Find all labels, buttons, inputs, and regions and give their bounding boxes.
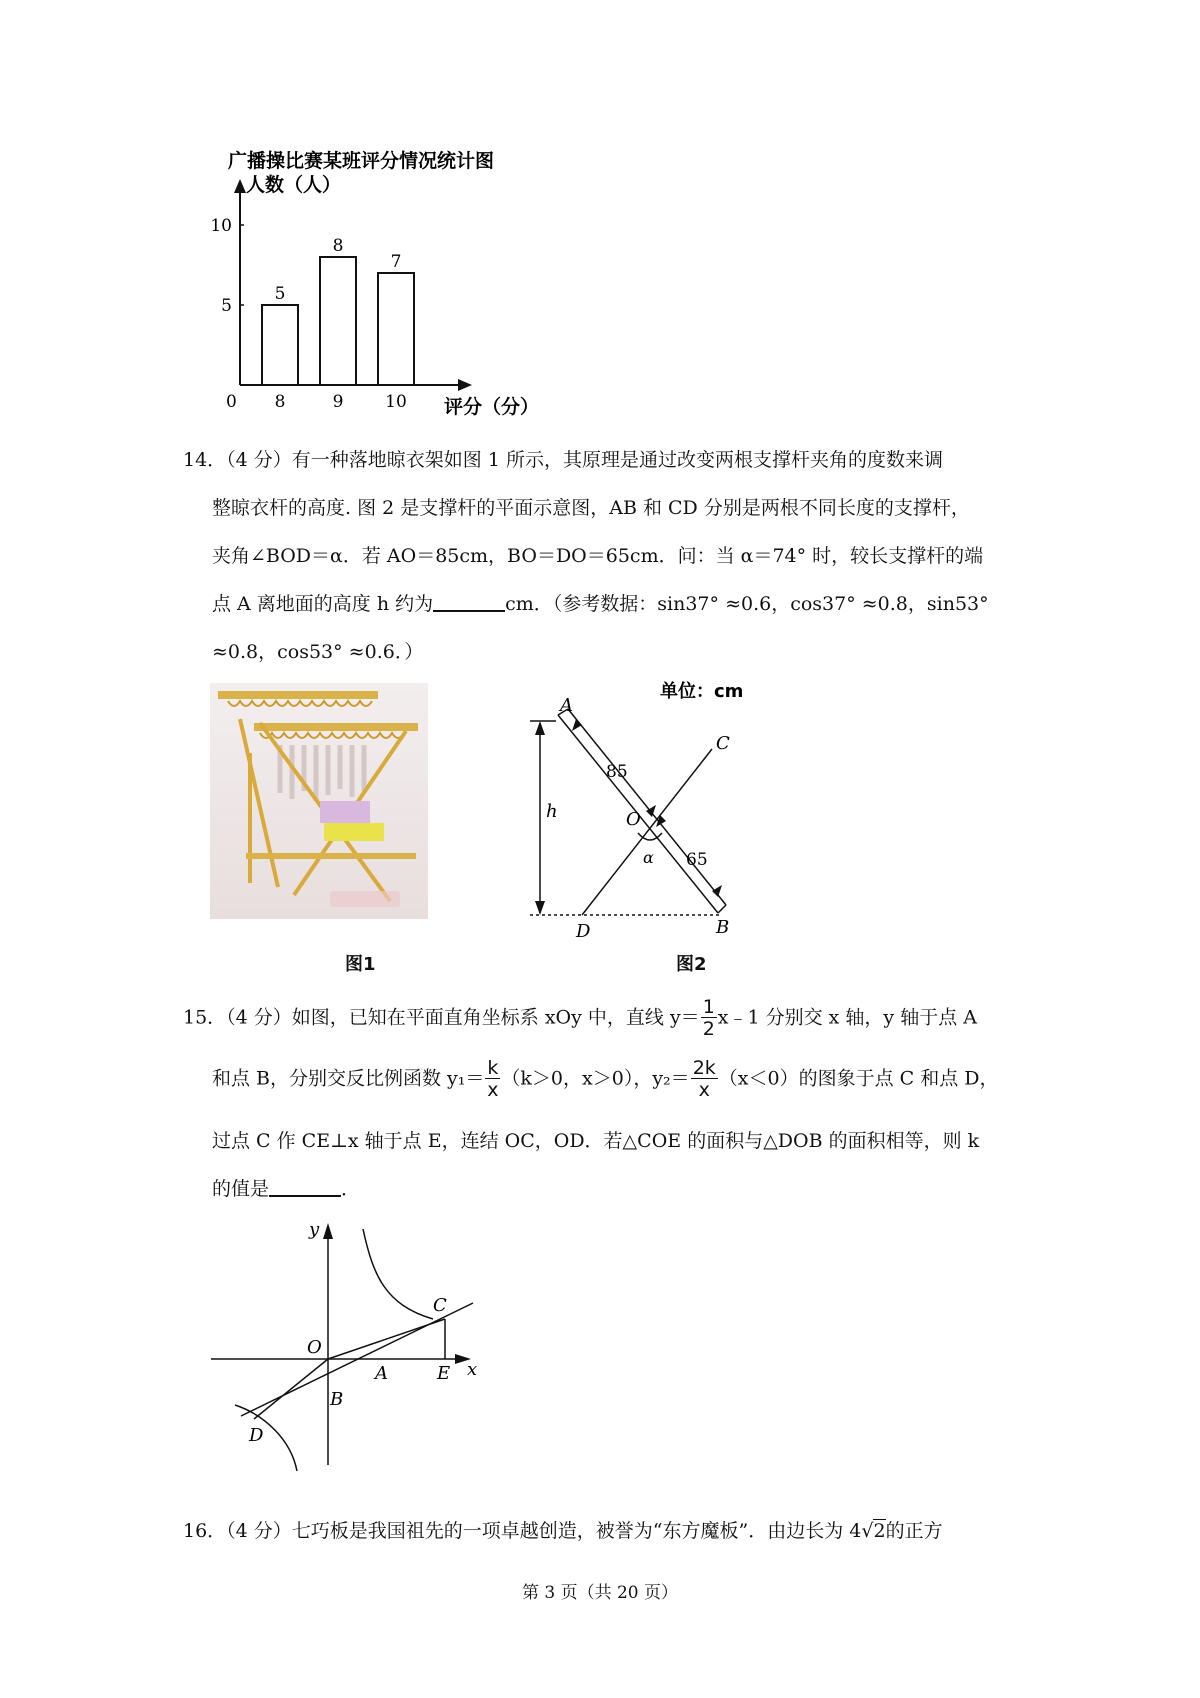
q14-line-4-start: 点 A 离地面的高度 h 约为 [212,593,434,615]
label-a: A [560,695,573,716]
bar-chart [190,145,540,425]
y-axis-arrow [323,1223,333,1239]
q15-line-2-mid: （k＞0，x＞0），y₂＝ [501,1067,690,1090]
segment-od [254,1359,328,1419]
fraction-denominator: x [698,1079,710,1101]
q15-line-1-end: x﹣1 分别交 x 轴，y 轴于点 A [717,1006,977,1029]
data-label-10: 7 [390,252,402,272]
y-axis-arrow [234,179,246,193]
label-d: D [576,921,591,942]
x-axis-label: 评分（分） [444,396,540,418]
label-c: C [716,733,730,754]
fraction-denominator: 2 [702,1018,715,1040]
label-alpha: α [643,848,654,867]
segment-oc [328,1319,445,1359]
x-tick-9: 9 [332,392,344,412]
q14-line-1: 14．（4 分）有一种落地晾衣架如图 1 所示，其原理是通过改变两根支撑杆夹角的度数来调 [183,449,943,471]
x-ticks [275,392,407,412]
q16-line-1 [183,1516,943,1543]
label-o: O [307,1337,322,1358]
q15-line-1-start: 15．（4 分）如图，已知在平面直角坐标系 xOy 中，直线 y＝ [183,1006,700,1029]
q15-answer-blank[interactable] [269,1175,341,1197]
bar-10 [378,273,414,385]
fraction-k-over-x [485,1059,500,1100]
fraction-numerator: 1 [702,996,715,1018]
fraction-numerator: k [487,1057,499,1079]
y-axis-label: 人数（人） [246,174,342,196]
fraction-one-half [701,998,717,1039]
label-65: 65 [686,850,708,870]
q15-coordinate-figure [205,1215,495,1475]
q16-line-1-end: 的正方 [885,1520,943,1542]
fraction-2k-over-x [691,1059,718,1100]
q14-line-5: ≈0.8，cos53° ≈0.6．） [212,641,424,663]
arrow-65-bottom [712,885,722,897]
bars [262,236,414,385]
q15-line-4-end: ． [341,1178,361,1200]
label-d: D [249,1425,264,1446]
fraction-denominator: x [487,1079,499,1101]
page-footer: 第 3 页（共 20 页） [521,1583,679,1603]
figure-1-caption: 图1 [345,954,376,975]
rod-ab-cap-b [718,905,726,913]
sqrt-symbol: √ [861,1520,874,1542]
q16-line-1-start: 16．（4 分）七巧板是我国祖先的一项卓越创造，被誉为“东方魔板”．由边长为 4 [183,1520,862,1542]
label-x: x [467,1359,478,1380]
q15-line-3: 过点 C 作 CE⊥x 轴于点 E，连结 OC，OD．若△COE 的面积与△DOB 的面积相等，则 k [212,1130,980,1152]
rod-cd [582,749,712,915]
label-h: h [546,801,558,822]
drying-rack-illustration [210,683,428,919]
y-tick-10: 10 [210,216,232,236]
fraction-numerator: 2k [692,1057,716,1079]
label-b: B [716,917,730,938]
x-axis-arrow [458,379,472,391]
q15-line-2-end: （x＜0）的图象于点 C 和点 D， [718,1067,999,1090]
sqrt-radicand: 2 [873,1520,886,1542]
data-label-9: 8 [332,236,344,256]
figure-2-diagram [520,675,780,945]
data-label-8: 5 [274,284,286,304]
q15-line-4 [212,1174,360,1201]
y-tick-5: 5 [221,296,232,316]
bar-8 [262,305,298,385]
q14-line-4-end: cm．（参考数据：sin37° ≈0.6，cos37° ≈0.8，sin53° [505,593,989,615]
x-tick-10: 10 [385,392,407,412]
label-e: E [437,1363,451,1384]
q14-line-4 [212,589,989,616]
label-a: A [375,1363,388,1384]
q14-line-3: 夹角∠BOD＝α．若 AO＝85cm，BO＝DO＝65cm．问：当 α＝74° 时，较长支撑杆的端 [212,545,984,567]
q14-answer-blank[interactable] [433,590,505,612]
figure-2-caption: 图2 [676,954,707,975]
label-c: C [433,1295,447,1316]
x-tick-8: 8 [274,392,286,412]
label-85: 85 [606,762,628,782]
q15-line-4-start: 的值是 [212,1178,270,1200]
label-b: B [330,1389,344,1410]
y-ticks [210,216,244,316]
arrow-85-top [572,719,582,731]
q15-line-2 [212,1059,998,1100]
q15-line-1 [183,998,977,1039]
height-arrow-top [535,721,545,735]
label-y: y [309,1219,320,1240]
curve-y1 [363,1229,433,1319]
chart-title: 广播操比赛某班评分情况统计图 [228,150,495,172]
height-arrow-bottom [535,901,545,915]
unit-label: 单位：cm [660,681,744,702]
origin-label: 0 [226,392,237,412]
label-o: O [626,809,641,830]
q15-line-2-start: 和点 B，分别交反比例函数 y₁＝ [212,1067,485,1090]
bar-9 [320,257,356,385]
rod-ab-edge [568,709,726,905]
drying-rack-photo [210,683,428,919]
q14-line-2: 整晾衣杆的高度. 图 2 是支撑杆的平面示意图，AB 和 CD 分别是两根不同长度的支撑杆， [212,497,970,519]
